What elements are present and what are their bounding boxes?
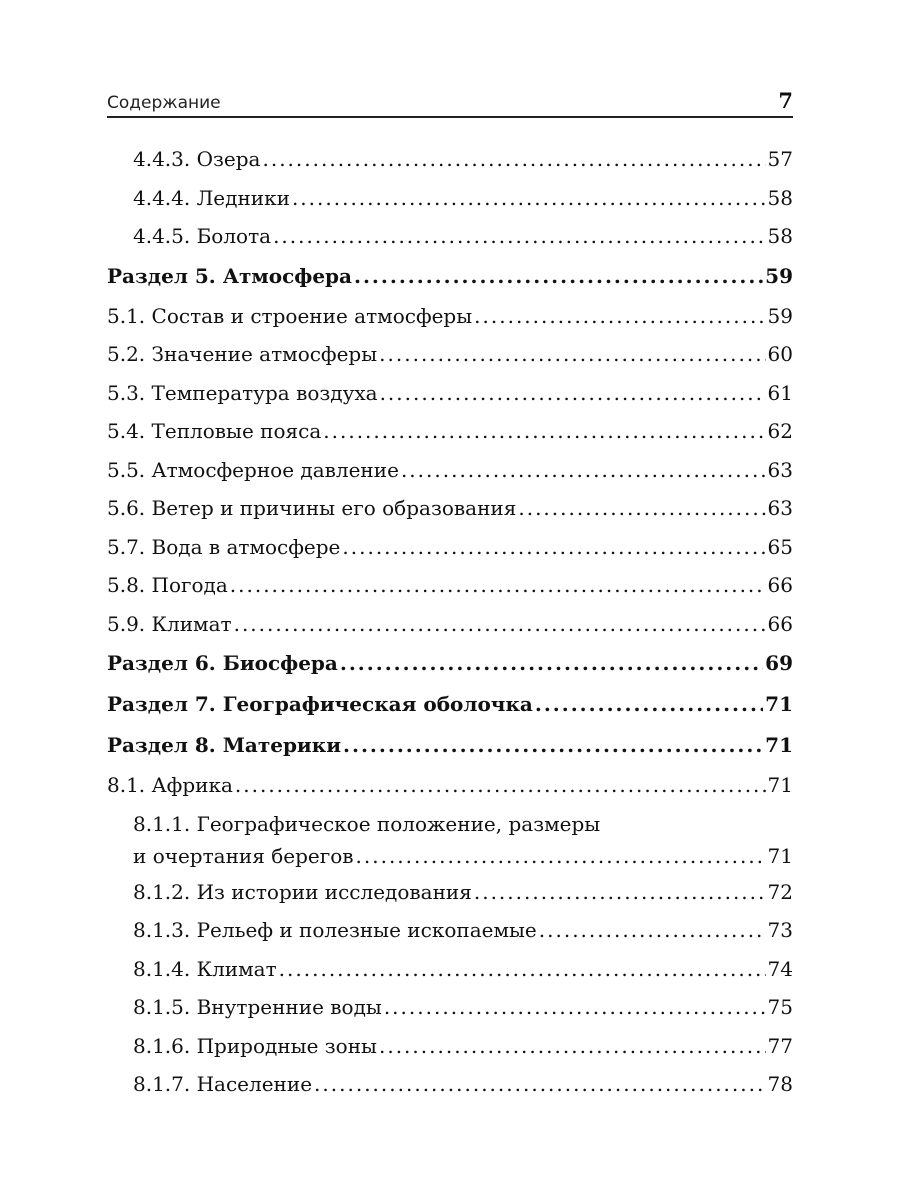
toc-entry-label: 8.1.7. Население bbox=[133, 1072, 313, 1096]
toc-entry-page: 61 bbox=[767, 380, 793, 405]
toc-entry-label: 5.6. Ветер и причины его образования bbox=[107, 496, 517, 520]
toc-entry-label-line2: и очертания берегов bbox=[133, 843, 354, 868]
leader-dots bbox=[379, 335, 765, 374]
toc-entry-page: 75 bbox=[767, 995, 793, 1019]
toc-entry-5-2[interactable] bbox=[107, 335, 793, 374]
toc-entry-page: 72 bbox=[767, 879, 793, 904]
leader-dots bbox=[401, 451, 766, 490]
toc-entry-4-4-4[interactable] bbox=[107, 179, 793, 218]
toc-entry-label: 5.8. Погода bbox=[107, 573, 228, 597]
leader-dots bbox=[262, 140, 765, 179]
leader-dots bbox=[354, 256, 763, 297]
toc-entry-page: 63 bbox=[767, 457, 793, 482]
toc-entry-8-1-4[interactable] bbox=[107, 950, 793, 989]
toc-entry-label: 5.9. Климат bbox=[107, 611, 232, 636]
leader-dots bbox=[356, 839, 766, 873]
toc-section-8[interactable] bbox=[107, 725, 793, 766]
toc-entry-label: 4.4.4. Ледники bbox=[133, 185, 290, 210]
toc-entry-page: 71 bbox=[767, 773, 793, 797]
toc-entry-page: 71 bbox=[765, 692, 793, 716]
leader-dots bbox=[235, 766, 766, 805]
leader-dots bbox=[474, 297, 765, 336]
toc-entry-5-9[interactable] bbox=[107, 605, 793, 644]
toc-entry-label: 8.1.2. Из истории исследования bbox=[133, 879, 472, 904]
toc-entry-page: 60 bbox=[767, 342, 793, 366]
toc-entry-5-8[interactable] bbox=[107, 566, 793, 605]
toc-entry-label: 5.4. Тепловые пояса bbox=[107, 419, 322, 443]
leader-dots bbox=[379, 1027, 766, 1066]
toc-entry-page: 59 bbox=[767, 303, 793, 328]
toc-entry-5-7[interactable] bbox=[107, 528, 793, 567]
toc-entry-page: 59 bbox=[765, 263, 793, 288]
toc-entry-page: 57 bbox=[767, 147, 793, 171]
toc-entry-8-1-6[interactable] bbox=[107, 1027, 793, 1066]
leader-dots bbox=[535, 684, 763, 725]
running-header bbox=[107, 84, 793, 118]
toc-entry-5-6[interactable] bbox=[107, 489, 793, 528]
toc-section-6[interactable] bbox=[107, 643, 793, 684]
leader-dots bbox=[234, 605, 766, 644]
toc-entry-label: 5.5. Атмосферное давление bbox=[107, 457, 399, 482]
leader-dots bbox=[292, 179, 766, 218]
toc-entry-page: 58 bbox=[767, 224, 793, 248]
toc-entry-label: 8.1.3. Рельеф и полезные ископаемые bbox=[133, 918, 537, 942]
toc-entry-page: 58 bbox=[767, 185, 793, 210]
leader-dots bbox=[342, 528, 765, 567]
toc-entry-label: 4.4.3. Озера bbox=[133, 147, 261, 171]
leader-dots bbox=[474, 873, 766, 912]
toc-entry-label: 4.4.5. Болота bbox=[133, 224, 272, 248]
toc-entry-8-1-1[interactable] bbox=[107, 805, 793, 873]
leader-dots bbox=[343, 725, 763, 766]
header-title: Содержание bbox=[107, 93, 221, 113]
toc-entry-4-4-5[interactable] bbox=[107, 217, 793, 256]
toc-entry-label: 8.1.6. Природные зоны bbox=[133, 1033, 377, 1058]
toc-entry-label: Раздел 6. Биосфера bbox=[107, 651, 338, 675]
header-page-number: 7 bbox=[778, 88, 793, 113]
leader-dots bbox=[323, 412, 765, 451]
toc-entry-label: 8.1.4. Климат bbox=[133, 956, 277, 981]
toc-entry-label: 5.3. Температура воздуха bbox=[107, 380, 378, 405]
table-of-contents bbox=[107, 140, 793, 1104]
toc-entry-5-3[interactable] bbox=[107, 374, 793, 413]
toc-entry-page: 74 bbox=[767, 956, 793, 981]
toc-section-5[interactable] bbox=[107, 256, 793, 297]
toc-entry-8-1-5[interactable] bbox=[107, 988, 793, 1027]
toc-entry-page: 66 bbox=[767, 573, 793, 597]
toc-entry-5-1[interactable] bbox=[107, 297, 793, 336]
leader-dots bbox=[279, 950, 766, 989]
toc-entry-label: 5.2. Значение атмосферы bbox=[107, 342, 378, 366]
leader-dots bbox=[518, 489, 765, 528]
leader-dots bbox=[384, 988, 766, 1027]
toc-entry-page: 65 bbox=[767, 534, 793, 559]
leader-dots bbox=[314, 1065, 766, 1104]
leader-dots bbox=[230, 566, 766, 605]
toc-entry-8-1[interactable] bbox=[107, 766, 793, 805]
toc-entry-page: 73 bbox=[767, 918, 793, 942]
toc-entry-label: 8.1. Африка bbox=[107, 773, 233, 797]
leader-dots bbox=[273, 217, 765, 256]
toc-entry-8-1-7[interactable] bbox=[107, 1065, 793, 1104]
toc-entry-label-line1: 8.1.1. Географическое положение, размеры bbox=[133, 811, 601, 836]
toc-entry-label: Раздел 7. Географическая оболочка bbox=[107, 692, 533, 716]
leader-dots bbox=[539, 911, 766, 950]
toc-section-7[interactable] bbox=[107, 684, 793, 725]
toc-entry-8-1-3[interactable] bbox=[107, 911, 793, 950]
toc-entry-4-4-3[interactable] bbox=[107, 140, 793, 179]
toc-entry-5-4[interactable] bbox=[107, 412, 793, 451]
leader-dots bbox=[380, 374, 766, 413]
toc-entry-label: 5.1. Состав и строение атмосферы bbox=[107, 303, 473, 328]
toc-entry-page: 69 bbox=[765, 651, 793, 675]
toc-entry-line2 bbox=[133, 839, 793, 873]
toc-entry-page: 71 bbox=[765, 733, 793, 757]
toc-entry-label: 8.1.5. Внутренние воды bbox=[133, 995, 382, 1019]
leader-dots bbox=[340, 643, 763, 684]
toc-entry-5-5[interactable] bbox=[107, 451, 793, 490]
toc-entry-label: 5.7. Вода в атмосфере bbox=[107, 534, 341, 559]
toc-entry-page: 78 bbox=[767, 1072, 793, 1096]
toc-entry-label: Раздел 5. Атмосфера bbox=[107, 263, 352, 288]
toc-entry-page: 63 bbox=[767, 496, 793, 520]
toc-entry-label: Раздел 8. Материки bbox=[107, 733, 342, 757]
toc-entry-8-1-2[interactable] bbox=[107, 873, 793, 912]
toc-entry-page: 71 bbox=[767, 843, 793, 868]
toc-entry-page: 62 bbox=[767, 419, 793, 443]
toc-entry-page: 77 bbox=[767, 1033, 793, 1058]
toc-entry-page: 66 bbox=[767, 611, 793, 636]
